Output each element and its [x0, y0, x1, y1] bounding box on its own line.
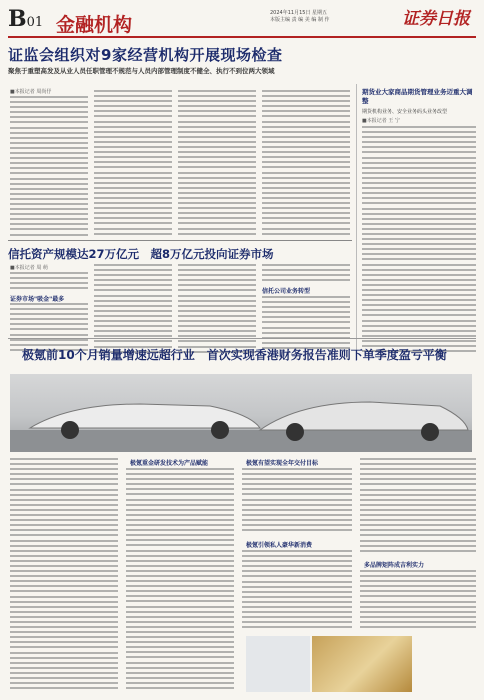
story2-byline: ■本报记者 周 萌 [10, 265, 48, 271]
sidebar-byline: ■本报记者 王 宁 [362, 118, 400, 124]
story2-column-1a [10, 272, 88, 292]
story3-subhead-4: 多品牌矩阵成吉利实力 [364, 562, 425, 569]
story3-column-1 [10, 458, 118, 692]
story3-column-4b [360, 570, 476, 632]
story3-column-3a [242, 468, 352, 538]
section-title: 金融机构 [56, 14, 133, 36]
story2-rule [8, 240, 352, 241]
story3-headline: 极氪前10个月销量增速远超行业 首次实现香港财务报告准则下单季度盈亏平衡 [22, 348, 447, 362]
story3-column-2 [126, 468, 234, 692]
editor-credits: 本版主编 责 编 美 编 制 作 [270, 17, 330, 23]
story2-subhead-2: 信托公司业务转型 [262, 288, 311, 295]
story2-column-4a [262, 264, 350, 284]
sidebar-subheadline: 期货机构业务、安全业务码头业务改型 [362, 109, 448, 115]
story2-column-3 [178, 264, 256, 356]
lead-column-4 [262, 90, 350, 236]
lead-column-1 [10, 96, 88, 236]
lead-byline: ■本报记者 周尚伃 [10, 89, 52, 95]
story3-subhead-1: 极氪重金研发技术为产品赋能 [130, 460, 209, 467]
car-photo [10, 374, 472, 452]
issue-date: 2024年11月15日 星期五 [270, 10, 328, 16]
lead-column-3 [178, 90, 256, 236]
story3-column-3b [242, 550, 352, 632]
story3-subhead-2: 极氪有望实现全年交付目标 [246, 460, 319, 467]
lead-column-2 [94, 90, 172, 236]
issue-meta [270, 10, 330, 24]
story3-subhead-3: 极氪引领私人豪华新消费 [246, 542, 313, 549]
story3-column-4a [360, 458, 476, 558]
car-illustration [10, 374, 472, 452]
column-divider [356, 84, 357, 360]
lead-headline: 证监会组织对9家经营机构开展现场检查 [8, 46, 283, 64]
promo-image-right [312, 636, 412, 692]
story2-subhead-1: 证券市场"吸金"最多 [10, 296, 65, 303]
story2-headline: 信托资产规模达27万亿元 超8万亿元投向证券市场 [8, 247, 274, 261]
sidebar-headline: 期货业大家商品期货管理业务迈重大调整 [362, 88, 473, 105]
newspaper-logo: 证券日报 [402, 9, 470, 29]
masthead-rule [8, 36, 476, 38]
story3-rule [8, 338, 476, 339]
story2-column-2 [94, 264, 172, 356]
sidebar-body [362, 126, 476, 358]
lead-subheadline: 聚焦于重塑高发及从业人员任职管理不规范与人员内部管理制度不健全、执行不到位两大领域 [8, 67, 275, 75]
promo-image-left [246, 636, 310, 692]
page-number: 01 [26, 15, 44, 30]
page-code: B01 [8, 6, 44, 32]
